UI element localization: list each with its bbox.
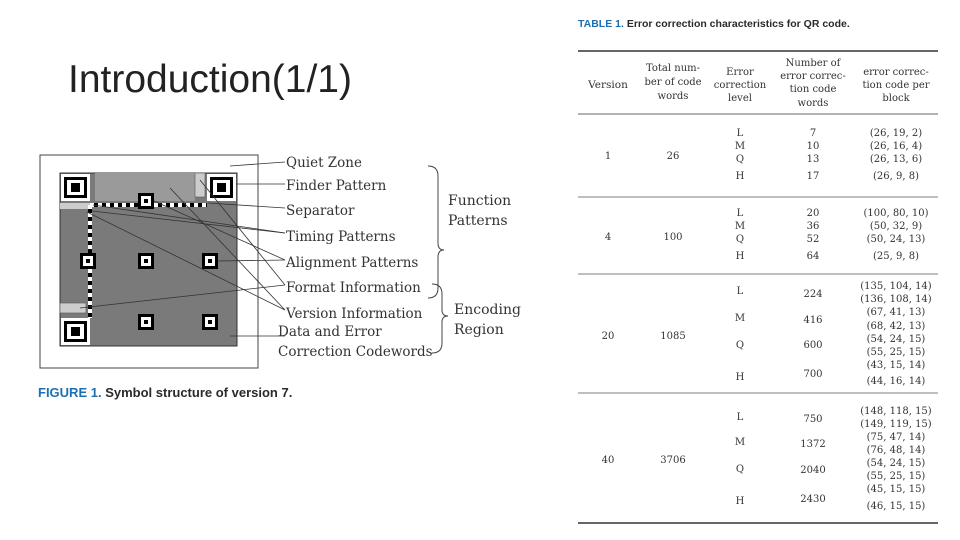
label-data-error-1: Data and Error — [278, 324, 382, 340]
table-row-v4 — [605, 208, 929, 262]
table-caption-label: TABLE 1. — [578, 18, 624, 30]
header-num-3: tion code — [789, 84, 837, 95]
group-encoding-2: Region — [454, 322, 504, 338]
cell-total: 26 — [666, 151, 680, 162]
header-ec-1: Error — [726, 67, 754, 78]
cell-level: L — [736, 412, 744, 423]
cell-total: 3706 — [660, 455, 686, 466]
header-total-3: words — [657, 91, 689, 102]
cell-code: (149, 119, 15) — [860, 419, 932, 430]
cell-number: 2430 — [800, 494, 826, 505]
cell-level: H — [735, 251, 745, 262]
cell-level: L — [736, 286, 744, 297]
table-row-v20 — [602, 281, 932, 387]
group-function-1: Function — [448, 193, 512, 209]
cell-number: 10 — [806, 141, 820, 152]
cell-number: 36 — [806, 221, 820, 232]
cell-version: 20 — [601, 331, 615, 342]
cell-number: 7 — [809, 128, 817, 139]
cell-code: (148, 118, 15) — [860, 406, 932, 417]
cell-level: Q — [735, 154, 745, 165]
cell-code: (100, 80, 10) — [863, 208, 929, 219]
header-code-2: tion code per — [862, 80, 930, 91]
label-version-information: Version Information — [286, 306, 423, 322]
table-row-v1 — [605, 128, 922, 182]
label-format-information: Format Information — [286, 280, 421, 296]
cell-level: M — [734, 437, 746, 448]
finder-pattern-bottom-left — [61, 318, 90, 345]
cell-code: (55, 25, 15) — [866, 347, 926, 358]
cell-number: 20 — [806, 208, 820, 219]
cell-number: 2040 — [800, 465, 826, 476]
cell-total: 100 — [663, 232, 683, 243]
cell-number: 13 — [806, 154, 820, 165]
cell-number: 17 — [806, 171, 820, 182]
header-total-1: Total num- — [645, 63, 701, 74]
header-version: Version — [588, 79, 628, 91]
cell-code: (45, 15, 15) — [866, 484, 926, 495]
figure-caption — [38, 385, 292, 400]
cell-code: (46, 15, 15) — [866, 501, 926, 512]
label-timing-patterns: Timing Patterns — [286, 229, 396, 245]
cell-level: L — [736, 208, 744, 219]
cell-code: (76, 48, 14) — [866, 445, 926, 456]
header-code-3: block — [882, 93, 910, 104]
cell-level: L — [736, 128, 744, 139]
cell-version: 4 — [604, 232, 612, 243]
cell-code: (68, 42, 13) — [866, 321, 926, 332]
cell-number: 700 — [803, 369, 823, 380]
figure-caption-label: FIGURE 1. — [38, 385, 102, 400]
cell-code: (135, 104, 14) — [860, 281, 932, 292]
header-num-2: error correc- — [780, 71, 846, 82]
cell-code: (26, 19, 2) — [869, 128, 923, 139]
group-encoding-1: Encoding — [454, 302, 521, 318]
cell-version: 1 — [604, 151, 612, 162]
header-ec-2: correction — [713, 80, 767, 91]
cell-code: (136, 108, 14) — [860, 294, 932, 305]
label-data-error-2: Correction Codewords — [278, 344, 433, 360]
cell-number: 416 — [803, 315, 823, 326]
cell-level: Q — [735, 234, 745, 245]
separator-strip — [60, 203, 92, 209]
table-caption — [578, 18, 850, 30]
cell-code: (44, 16, 14) — [866, 376, 926, 387]
cell-code: (50, 32, 9) — [869, 221, 923, 232]
cell-level: Q — [735, 340, 745, 351]
cell-number: 52 — [806, 234, 820, 245]
header-num-1: Number of — [785, 58, 841, 69]
qr-structure-figure — [30, 148, 530, 378]
cell-level: M — [734, 141, 746, 152]
table-caption-text: Error correction characteristics for QR code. — [626, 18, 850, 30]
cell-code: (54, 24, 15) — [866, 334, 926, 345]
label-alignment-patterns: Alignment Patterns — [286, 255, 419, 271]
header-ec-3: level — [728, 93, 752, 104]
brace-function-patterns — [428, 166, 444, 298]
header-code-1: error correc- — [863, 67, 929, 78]
error-correction-table — [576, 48, 946, 528]
table-row-v40 — [602, 406, 932, 512]
slide-title: Introduction(1/1) — [68, 58, 352, 101]
finder-pattern-top-right — [207, 174, 236, 201]
cell-level: H — [735, 372, 745, 383]
header-total-2: ber of code — [644, 77, 702, 88]
cell-total: 1085 — [660, 331, 686, 342]
cell-level: H — [735, 171, 745, 182]
cell-code: (26, 9, 8) — [873, 171, 919, 182]
cell-number: 64 — [806, 251, 820, 262]
cell-code: (26, 13, 6) — [869, 154, 923, 165]
brace-encoding-region — [432, 284, 448, 353]
finder-pattern-top-left — [61, 174, 90, 201]
cell-level: M — [734, 221, 746, 232]
cell-number: 750 — [803, 414, 823, 425]
cell-code: (54, 24, 15) — [866, 458, 926, 469]
cell-version: 40 — [601, 455, 615, 466]
cell-code: (67, 41, 13) — [866, 307, 926, 318]
label-finder-pattern: Finder Pattern — [286, 178, 387, 194]
cell-code: (50, 24, 13) — [866, 234, 926, 245]
cell-level: Q — [735, 464, 745, 475]
cell-code: (43, 15, 14) — [866, 360, 926, 371]
group-function-2: Patterns — [448, 213, 508, 229]
label-separator: Separator — [286, 203, 355, 219]
cell-code: (55, 25, 15) — [866, 471, 926, 482]
cell-level: M — [734, 313, 746, 324]
cell-level: H — [735, 496, 745, 507]
cell-number: 224 — [803, 289, 823, 300]
cell-code: (26, 16, 4) — [869, 141, 923, 152]
label-quiet-zone: Quiet Zone — [286, 155, 362, 171]
format-info-block — [195, 173, 205, 197]
cell-number: 600 — [803, 340, 823, 351]
cell-code: (25, 9, 8) — [873, 251, 919, 262]
figure-caption-text: Symbol structure of version 7. — [105, 385, 293, 400]
cell-number: 1372 — [800, 439, 826, 450]
cell-code: (75, 47, 14) — [866, 432, 926, 443]
header-num-4: words — [797, 98, 829, 109]
